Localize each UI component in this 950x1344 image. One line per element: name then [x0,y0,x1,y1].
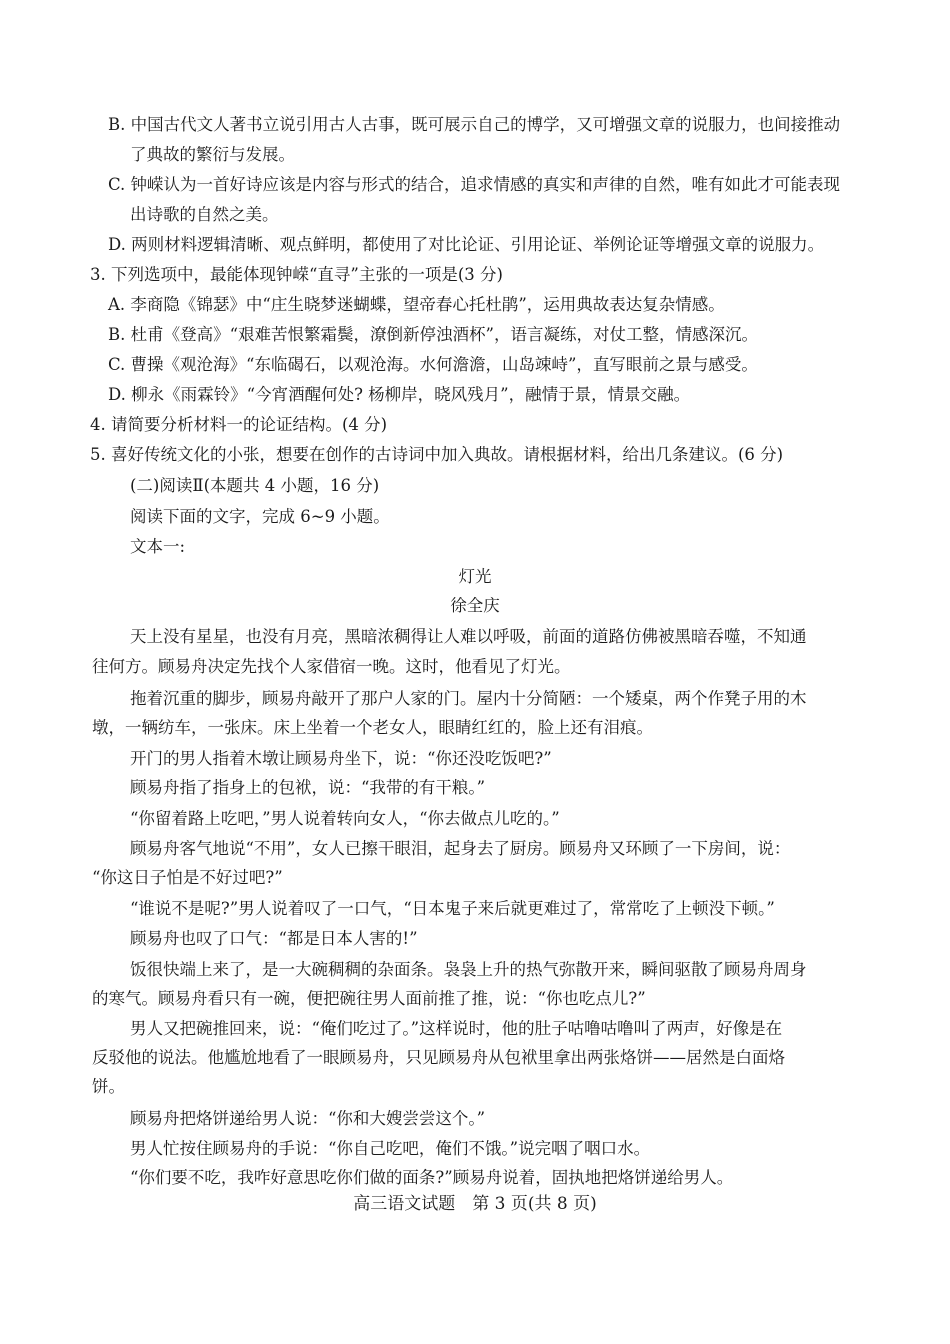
text-label: 文本一: [130,537,186,556]
option-c-line2: 出诗歌的自然之美。 [130,205,279,224]
q3-option-d: D. 柳永《雨霖铃》“今宵酒醒何处? 杨柳岸，晓风残月”，融情于景，情景交融。 [108,385,691,404]
option-c-line1: C. 钟嵘认为一首好诗应该是内容与形式的结合，追求情感的真实和声律的自然，唯有如此才可能表现 [108,175,841,194]
story-line: “谁说不是呢?”男人说着叹了一口气，“日本鬼子来后就更难过了，常常吃了上顿没下顿。” [130,899,775,918]
story-line: “你留着路上吃吧，”男人说着转向女人，“你去做点儿吃的。” [130,809,560,828]
story-line: 的寒气。顾易舟看只有一碗，便把碗往男人面前推了推，说：“你也吃点儿?” [92,989,646,1008]
story-line: 饼。 [92,1077,125,1096]
story-line: 男人又把碗推回来，说：“俺们吃过了。”这样说时，他的肚子咕噜咕噜叫了两声，好像是在 [130,1019,783,1038]
story-line: 顾易舟指了指身上的包袱，说：“我带的有干粮。” [130,778,486,797]
story-line: 反驳他的说法。他尴尬地看了一眼顾易舟，只见顾易舟从包袱里拿出两张烙饼——居然是白面烙 [92,1048,785,1067]
story-line: 墩，一辆纺车，一张床。床上坐着一个老女人，眼睛红红的，脸上还有泪痕。 [92,718,653,737]
story-line: 天上没有星星，也没有月亮，黑暗浓稠得让人难以呼吸，前面的道路仿佛被黑暗吞噬，不知通 [130,627,807,646]
story-title: 灯光 [458,567,492,586]
story-line: 顾易舟客气地说“不用”，女人已擦干眼泪，起身去了厨房。顾易舟又环顾了一下房间，说： [130,839,791,858]
option-b-line2: 了典故的繁衍与发展。 [130,145,295,164]
q3-option-c: C. 曹操《观沧海》“东临碣石，以观沧海。水何澹澹，山岛竦峙”，直写眼前之景与感受。 [108,355,758,374]
story-author: 徐全庆 [450,596,500,615]
story-line: 顾易舟把烙饼递给男人说：“你和大嫂尝尝这个。” [130,1109,486,1128]
page-footer: 高三语文试题 第 3 页(共 8 页) [353,1194,597,1214]
story-line: 开门的男人指着木墩让顾易舟坐下，说：“你还没吃饭吧?” [130,749,552,768]
q3-option-b: B. 杜甫《登高》“艰难苦恨繁霜鬓，潦倒新停浊酒杯”，语言凝练，对仗工整，情感深沉。 [108,325,758,344]
story-line: 男人忙按住顾易舟的手说：“你自己吃吧，俺们不饿。”说完咽了咽口水。 [130,1139,651,1158]
question-4: 4. 请简要分析材料一的论证结构。(4 分) [90,415,388,434]
story-line: 饭很快端上来了，是一大碗稠稠的杂面条。袅袅上升的热气弥散开来，瞬间驱散了顾易舟周身 [130,960,807,979]
story-line: “你们要不吃，我咋好意思吃你们做的面条?”顾易舟说着，固执地把烙饼递给男人。 [130,1168,734,1187]
story-line: 拖着沉重的脚步，顾易舟敲开了那户人家的门。屋内十分简陋：一个矮桌，两个作凳子用的木 [130,689,807,708]
option-d: D. 两则材料逻辑清晰、观点鲜明，都使用了对比论证、引用论证、举例论证等增强文章的说服力。 [108,235,825,254]
section-instruction: 阅读下面的文字，完成 6~9 小题。 [130,507,390,526]
story-line: “你这日子怕是不好过吧?” [92,868,283,887]
question-5: 5. 喜好传统文化的小张，想要在创作的古诗词中加入典故。请根据材料，给出几条建议。(6 分) [90,445,784,464]
story-line: 顾易舟也叹了口气：“都是日本人害的!” [130,929,418,948]
story-line: 往何方。顾易舟决定先找个人家借宿一晚。这时，他看见了灯光。 [92,657,571,676]
section-heading: (二)阅读Ⅱ(本题共 4 小题，16 分) [130,476,380,495]
option-b-line1: B. 中国古代文人著书立说引用古人古事，既可展示自己的博学，又可增强文章的说服力，也间接推动 [108,115,841,134]
question-3-stem: 3. 下列选项中，最能体现钟嵘“直寻”主张的一项是(3 分) [90,265,503,284]
q3-option-a: A. 李商隐《锦瑟》中“庄生晓梦迷蝴蝶，望帝春心托杜鹃”，运用典故表达复杂情感。 [108,295,725,314]
